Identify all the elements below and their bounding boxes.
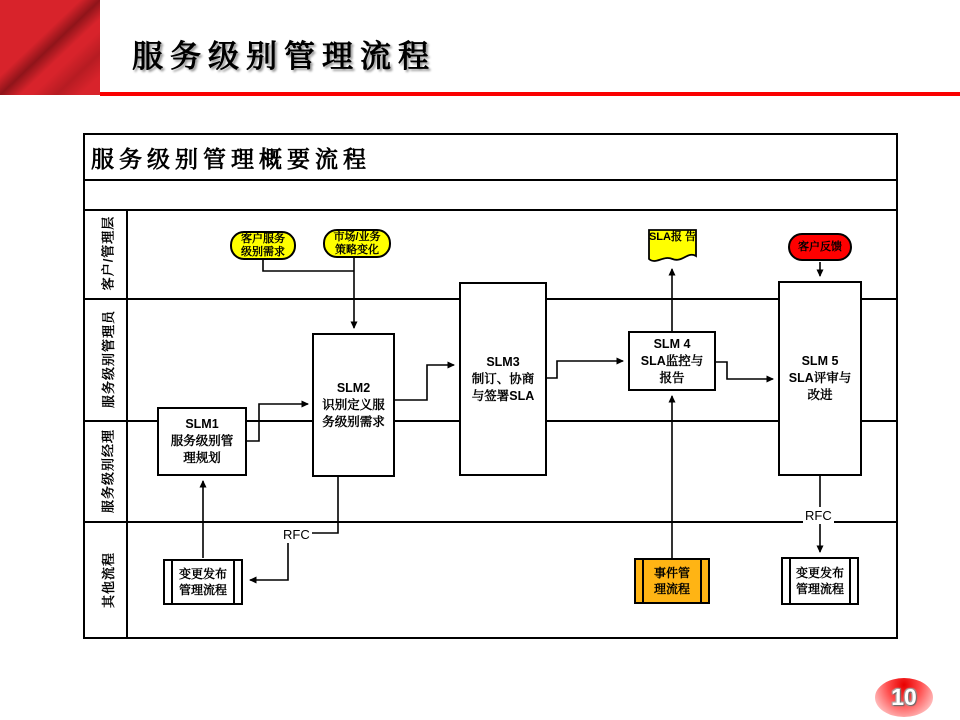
node-text-group xyxy=(648,231,697,244)
lane-label-sl-manager: 服务级别经理 xyxy=(100,429,115,514)
predefined-process-bar-icon xyxy=(642,560,644,602)
node-text: 务级别需求 xyxy=(322,414,385,429)
node-text: 管理流程 xyxy=(178,583,227,597)
node-text: 级别需求 xyxy=(241,245,285,258)
node-text: SLM2 xyxy=(336,380,371,395)
node-text: 告 xyxy=(685,231,697,243)
node-text: 变更发布 xyxy=(795,566,844,580)
node-change-release-left xyxy=(163,559,243,605)
rfc-label-left: RFC xyxy=(283,527,310,542)
lane-divider-3 xyxy=(85,521,896,523)
node-text: 制订、协商 xyxy=(471,371,535,386)
node-market-change xyxy=(323,229,391,258)
node-slm2 xyxy=(312,333,395,477)
node-change-release-right xyxy=(781,557,859,605)
page-number-badge: 10 xyxy=(875,678,933,717)
node-text: 变更发布 xyxy=(178,567,227,581)
lane-label-sl-administrator: 服务级别管理员 xyxy=(100,310,116,409)
title-underline xyxy=(100,92,960,96)
predefined-process-bar-icon xyxy=(171,561,173,603)
node-text: 报告 xyxy=(659,370,685,385)
predefined-process-bar-icon xyxy=(233,561,235,603)
node-text: 客户反馈 xyxy=(798,240,842,253)
node-text: 与签署SLA xyxy=(471,388,535,403)
node-slm3 xyxy=(459,282,547,476)
predefined-process-bar-icon xyxy=(700,560,702,602)
node-text: SLM1 xyxy=(185,417,219,431)
node-text: 市场/业务 xyxy=(333,230,381,243)
diagram-header: 服务级别管理概要流程 xyxy=(91,145,371,172)
node-slm5 xyxy=(778,281,862,476)
subheader-divider xyxy=(85,209,896,211)
node-sla-report xyxy=(648,229,697,266)
node-text: 事件管 xyxy=(653,566,690,580)
node-text: SLA评审与 xyxy=(788,371,852,385)
node-text: 识别定义服 xyxy=(322,397,385,412)
rfc-label-right: RFC xyxy=(805,508,832,523)
header-divider xyxy=(85,179,896,181)
predefined-process-bar-icon xyxy=(849,559,851,603)
node-text: SLM 5 xyxy=(801,354,839,368)
node-customer-requirement xyxy=(230,231,296,260)
node-text: 策略变化 xyxy=(335,243,379,256)
node-text: 客户服务 xyxy=(241,232,285,245)
lane-label-customer-management: 客户/管理层 xyxy=(100,215,115,291)
predefined-process-bar-icon xyxy=(789,559,791,603)
node-customer-feedback xyxy=(788,233,852,261)
node-slm1 xyxy=(157,407,247,476)
node-text: 服务级别管 xyxy=(170,434,234,448)
node-text: 改进 xyxy=(807,388,833,402)
lane-label-divider xyxy=(126,209,128,637)
node-text: SLM3 xyxy=(486,354,520,369)
page-title: 服务级别管理流程 xyxy=(132,39,436,74)
node-incident-mgmt xyxy=(634,558,710,604)
node-text: SLA报 xyxy=(648,231,682,243)
node-text: SLA监控与 xyxy=(640,353,704,368)
node-slm4 xyxy=(628,331,716,391)
lane-label-other-processes: 其他流程 xyxy=(100,552,116,609)
node-text: SLM 4 xyxy=(653,336,691,351)
node-text: 理规划 xyxy=(183,451,221,465)
corner-decoration xyxy=(0,0,100,95)
node-text: 理流程 xyxy=(653,582,690,596)
node-text: 管理流程 xyxy=(795,582,844,596)
